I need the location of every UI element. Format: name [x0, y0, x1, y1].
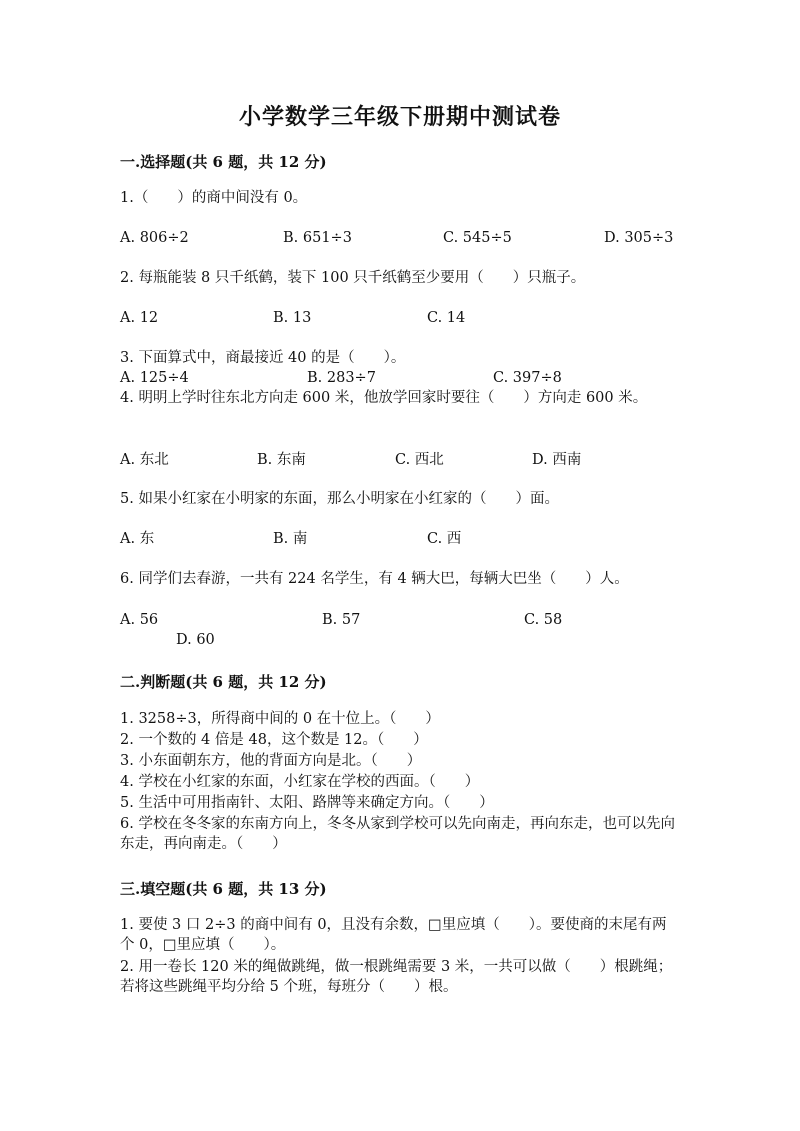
- judge-item: 2. 一个数的 4 倍是 48，这个数是 12。（ ）: [120, 732, 428, 748]
- section-heading-judge: 二.判断题(共 6 题，共 12 分): [120, 673, 327, 691]
- option-a: A. 东: [120, 531, 155, 547]
- section-heading-fill: 三.填空题(共 6 题，共 13 分): [120, 880, 327, 898]
- option-d: D. 305÷3: [604, 230, 674, 246]
- fill-item: 2. 用一卷长 120 米的绳做跳绳，做一根跳绳需要 3 米，一共可以做（ ）根跳绳；若将这些跳绳平均分给 5 个班，每班分（ ）根。: [120, 959, 673, 995]
- judge-item: 1. 3258÷3，所得商中间的 0 在十位上。（ ）: [120, 711, 440, 727]
- option-a: A. 东北: [120, 452, 169, 468]
- question-text: 4. 明明上学时往东北方向走 600 米，他放学回家时要往（ ）方向走 600 米。: [120, 390, 648, 406]
- judge-item: 3. 小东面朝东方，他的背面方向是北。（ ）: [120, 753, 422, 769]
- option-b: B. 南: [273, 531, 308, 547]
- judge-item: 6. 学校在冬冬家的东南方向上，冬冬从家到学校可以先向南走，再向东走，也可以先向东走，再向南走。（ ）: [120, 816, 675, 852]
- option-c: C. 397÷8: [493, 370, 562, 386]
- option-b: B. 283÷7: [307, 370, 376, 386]
- option-d: D. 西南: [532, 452, 582, 468]
- question-text: 2. 每瓶能装 8 只千纸鹤，装下 100 只千纸鹤至少要用（ ）只瓶子。: [120, 270, 586, 286]
- option-a: A. 806÷2: [120, 230, 189, 246]
- question-text: 1.（ ）的商中间没有 0。: [120, 190, 308, 206]
- option-c: C. 14: [427, 310, 466, 326]
- judge-item: 4. 学校在小红家的东面，小红家在学校的西面。（ ）: [120, 774, 480, 790]
- option-c: C. 545÷5: [443, 230, 512, 246]
- option-c: C. 西: [427, 531, 462, 547]
- option-a: A. 125÷4: [120, 370, 189, 386]
- page-title: 小学数学三年级下册期中测试卷: [238, 104, 561, 130]
- question-text: 3. 下面算式中，商最接近 40 的是（ ）。: [120, 350, 406, 366]
- judge-item: 5. 生活中可用指南针、太阳、路牌等来确定方向。（ ）: [120, 795, 494, 811]
- option-a: A. 56: [120, 612, 159, 628]
- option-b: B. 东南: [257, 452, 306, 468]
- option-c: C. 58: [524, 612, 563, 628]
- question-text: 5. 如果小红家在小明家的东面，那么小明家在小红家的（ ）面。: [120, 491, 559, 507]
- option-b: B. 57: [322, 612, 361, 628]
- option-b: B. 651÷3: [283, 230, 352, 246]
- question-text: 6. 同学们去春游，一共有 224 名学生，有 4 辆大巴，每辆大巴坐（ ）人。: [120, 571, 629, 587]
- fill-item: 1. 要使 3 口 2÷3 的商中间有 0，且没有余数，□里应填（ ）。要使商的末尾有两个 0，□里应填（ ）。: [120, 917, 667, 953]
- option-a: A. 12: [120, 310, 159, 326]
- section-heading-choice: 一.选择题(共 6 题，共 12 分): [120, 153, 327, 171]
- option-d: D. 60: [176, 632, 215, 648]
- option-b: B. 13: [273, 310, 312, 326]
- option-c: C. 西北: [395, 452, 444, 468]
